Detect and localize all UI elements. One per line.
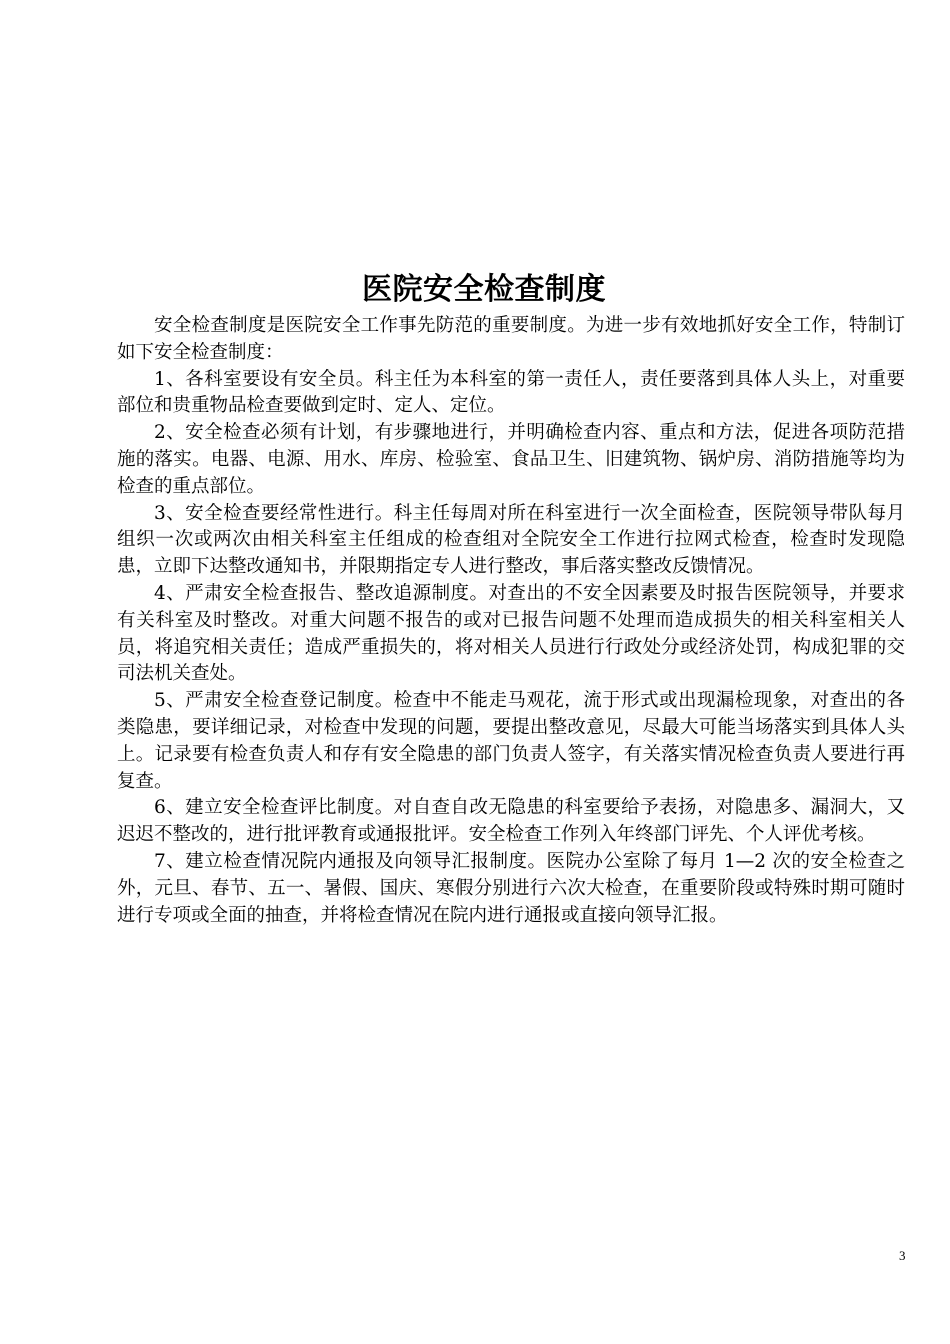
rule-paragraph-2: 2、安全检查必须有计划，有步骤地进行，并明确检查内容、重点和方法，促进各项防范措施的落实。电器、电源、用水、库房、检验室、食品卫生、旧建筑物、锅炉房、消防措施等均为检查的重点部位。 (117, 422, 905, 497)
rule-paragraph-5: 5、严肃安全检查登记制度。检查中不能走马观花，流于形式或出现漏检现象，对查出的各类隐患，要详细记录，对检查中发现的问题，要提出整改意见，尽最大可能当场落实到具体人头上。记录要有检查负责人和存有安全隐患的部门负责人签字，有关落实情况检查负责人要进行再复查。 (117, 690, 905, 792)
rule-paragraph-3: 3、安全检查要经常性进行。科主任每周对所在科室进行一次全面检查，医院领导带队每月组织一次或两次由相关科室主任组成的检查组对全院安全工作进行拉网式检查，检查时发现隐患，立即下达整改通知书，并限期指定专人进行整改，事后落实整改反馈情况。 (117, 502, 905, 578)
rule-paragraph-7: 7、建立检查情况院内通报及向领导汇报制度。医院办公室除了每月 1—2 次的安全检查之外，元旦、春节、五一、暑假、国庆、寒假分别进行六次大检查，在重要阶段或特殊时期可随时进行专项或全面的抽查，并将检查情况在院内进行通报或直接向领导汇报。 (117, 850, 905, 926)
page-number: 3 (899, 1248, 906, 1263)
rule-paragraph-4: 4、严肃安全检查报告、整改追源制度。对查出的不安全因素要及时报告医院领导，并要求有关科室及时整改。对重大问题不报告的或对已报告问题不处理而造成损失的相关科室相关人员，将追究相关责任；造成严重损失的，将对相关人员进行行政处分或经济处罚，构成犯罪的交司法机关查处。 (117, 582, 905, 685)
rule-paragraph-1: 1、各科室要设有安全员。科主任为本科室的第一责任人，责任要落到具体人头上，对重要部位和贵重物品检查要做到定时、定人、定位。 (117, 368, 905, 417)
rule-paragraph-6: 6、建立安全检查评比制度。对自查自改无隐患的科室要给予表扬，对隐患多、漏洞大，又迟迟不整改的，进行批评教育或通报批评。安全检查工作列入年终部门评先、个人评优考核。 (117, 797, 905, 846)
intro-paragraph: 安全检查制度是医院安全工作事先防范的重要制度。为进一步有效地抓好安全工作，特制订如下安全检查制度： (117, 315, 905, 363)
document-body (117, 313, 905, 929)
document-title: 医院安全检查制度 (362, 272, 606, 307)
